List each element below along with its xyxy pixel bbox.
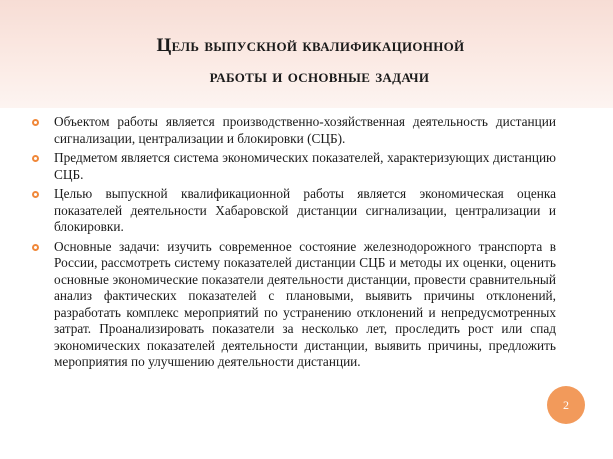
bullet-item-object xyxy=(32,114,556,147)
bullet-circle-icon xyxy=(32,119,39,126)
bullet-text: Основные задачи: изучить современное состояние железнодорожного транспорта в России, рассмотреть систему показателей дистанции СЦБ и методы их оценки, оценить основные экономические показатели деятельности дистанции, провести сравнительный анализ фактических показателей с плановыми, выявить причины отклонений, разработать комплекс мероприятий по устранению отклонений и непредусмотренных затрат. Проанализировать показатели за несколько лет, проследить рост или спад экономических показателей деятельности дистанции, выявить причины, предложить мероприятия по улучшению деятельности дистанции. xyxy=(54,238,556,369)
bullet-circle-icon xyxy=(32,191,39,198)
bullet-circle-icon xyxy=(32,155,39,162)
slide-title-line-2: работы и основные задачи xyxy=(209,66,430,87)
bullet-text: Предметом является система экономических показателей, характеризующих дистанцию СЦБ. xyxy=(54,150,556,182)
page-number-badge: 2 xyxy=(547,386,585,424)
bullet-text: Объектом работы является производственно-хозяйственная деятельность дистанции сигнализации, централизации и блокировки (СЦБ). xyxy=(54,114,556,146)
slide-title xyxy=(0,30,613,92)
bullet-circle-icon xyxy=(32,244,39,251)
bullet-list xyxy=(32,114,556,374)
bullet-item-tasks xyxy=(32,239,556,371)
slide-title-line-1: Цель выпускной квалификационной xyxy=(156,35,465,56)
bullet-text: Целью выпускной квалификационной работы является экономическая оценка показателей деятельности Хабаровской дистанции сигнализации, централизации и блокировки. xyxy=(54,186,556,234)
bullet-item-subject xyxy=(32,150,556,183)
title-band xyxy=(0,0,613,108)
bullet-item-goal xyxy=(32,186,556,236)
